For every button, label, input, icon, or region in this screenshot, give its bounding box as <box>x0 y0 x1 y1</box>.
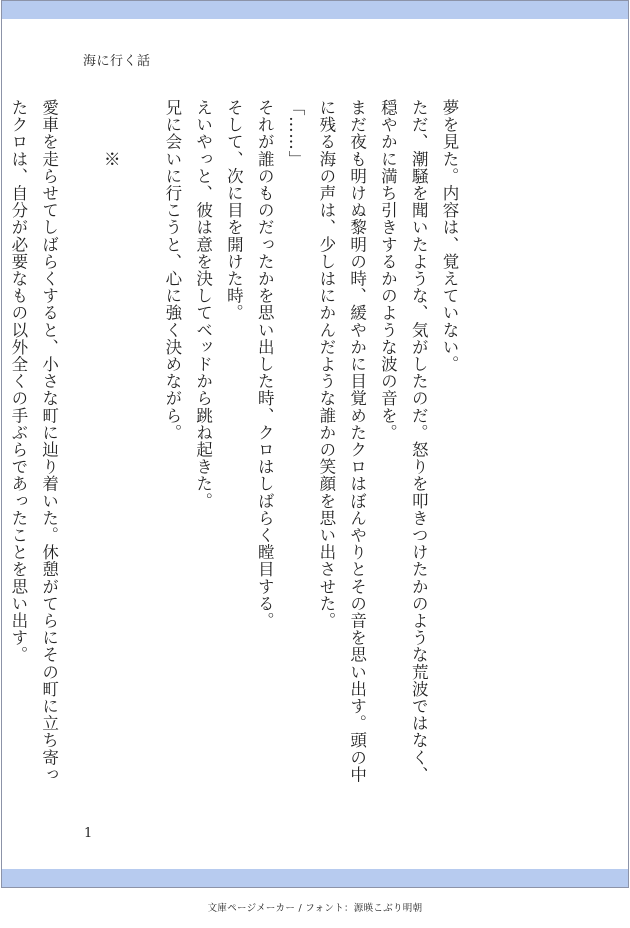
footer-credit: 文庫ページメーカー / フォント：源暎こぶり明朝 <box>207 903 423 914</box>
paragraph: それが誰のものだったかを思い出した時、クロはしばらく瞠目する。 <box>255 99 275 630</box>
paragraph: 夢を見た。内容は、覚えていない。 <box>440 99 459 373</box>
book-page <box>1 0 629 888</box>
vertical-body-text <box>8 99 464 799</box>
page-number: 1 <box>84 826 93 841</box>
paragraph: ただ、潮騒を聞いたような、気がしたのだ。怒りを叩きつけたかのような荒波ではなく、穏やかに満ち引きするかのような波の音を。 <box>378 99 429 783</box>
scene-break-mark: ※ <box>101 99 121 168</box>
blank-line <box>125 99 156 799</box>
paragraph: 兄に会いに行こうと、心に強く決めながら。 <box>162 99 182 441</box>
paragraph <box>0 99 2 799</box>
top-band <box>2 1 628 19</box>
paragraph: えいやっと、彼は意を決してベッドから跳ね起きた。 <box>193 99 213 510</box>
paragraph: まだ夜も明けぬ黎明の時、緩やかに目覚めたクロはぼんやりとその音を思い出す。頭の中に残る海の声は、少しはにかんだような誰かの笑顔を思い出させた。 <box>316 99 367 783</box>
paragraph: 「……」 <box>286 99 306 168</box>
page-title: 海に行く話 <box>83 54 151 69</box>
paragraph: 愛車を走らせてしばらくすると、小さな町に辿り着いた。休憩がてらにその町に立ち寄ったクロは、自分が必要なもの以外全くの手ぶらであったことを思い出す。 <box>8 99 59 783</box>
blank-line <box>64 99 95 799</box>
paragraph: そして、次に目を開けた時。 <box>224 99 244 322</box>
bottom-band <box>2 869 628 887</box>
